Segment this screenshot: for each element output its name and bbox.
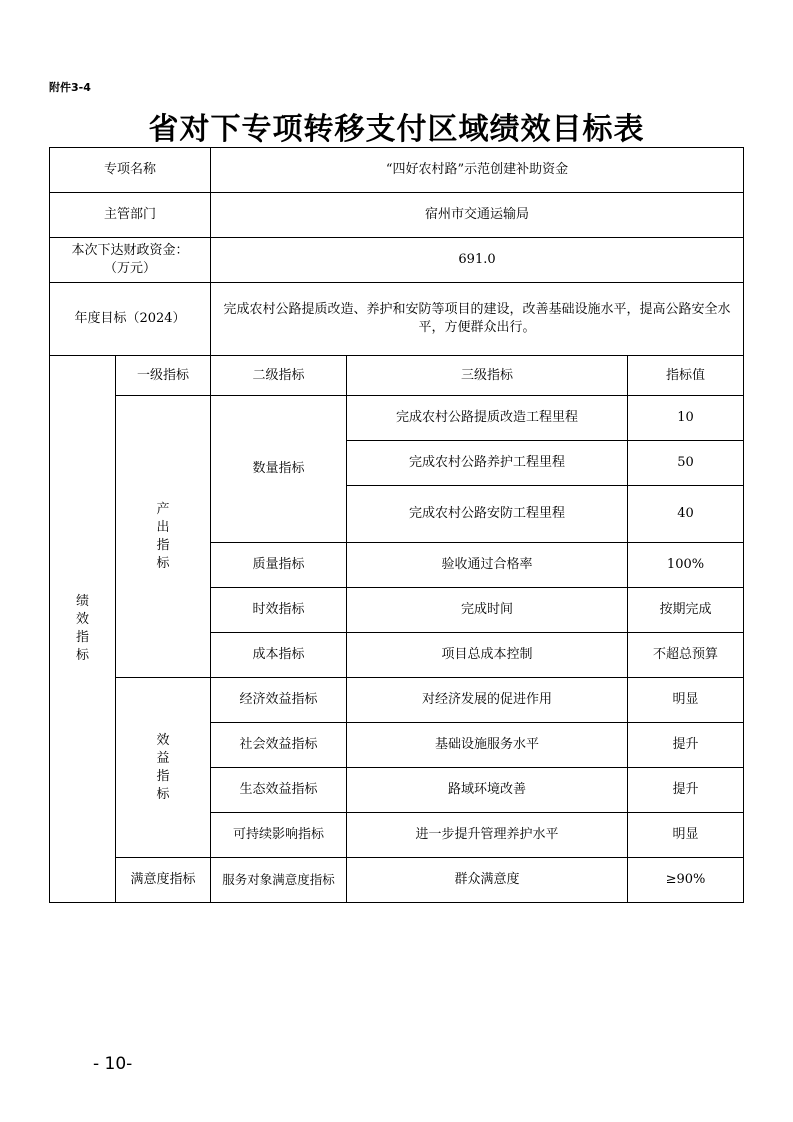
- col-header-level1: 一级指标: [116, 356, 211, 396]
- level2-indicator: 生态效益指标: [211, 768, 347, 813]
- indicator-value: 按期完成: [628, 588, 744, 633]
- performance-target-table: [49, 147, 744, 903]
- department-label: 主管部门: [50, 193, 211, 238]
- output-indicators-label: [116, 396, 211, 678]
- row-department: [50, 193, 744, 238]
- indicator-value: 提升: [628, 723, 744, 768]
- table-row: [50, 396, 744, 441]
- level3-indicator: 群众满意度: [347, 858, 628, 903]
- level2-indicator: 经济效益指标: [211, 678, 347, 723]
- col-header-value: 指标值: [628, 356, 744, 396]
- level3-indicator: 完成农村公路安防工程里程: [347, 486, 628, 543]
- vertical-char: 标: [156, 555, 170, 571]
- satisfaction-level2-label: 服务对象满意度指标: [211, 858, 347, 903]
- annual-goal-value: 完成农村公路提质改造、养护和安防等项目的建设，改善基础设施水平，提高公路安全水平，方便群众出行。: [211, 283, 744, 356]
- row-funds: [50, 238, 744, 283]
- funds-label-line2: （万元）: [104, 261, 157, 276]
- vertical-char: 绩: [75, 594, 89, 609]
- funds-value: 691.0: [211, 238, 744, 283]
- vertical-char: 出: [156, 519, 170, 535]
- indicator-value: 不超总预算: [628, 633, 744, 678]
- row-project-name: [50, 148, 744, 193]
- vertical-char: 产: [156, 501, 170, 517]
- annex-label: 附件3-4: [49, 81, 91, 94]
- level3-indicator: 完成农村公路提质改造工程里程: [347, 396, 628, 441]
- level2-indicator: 社会效益指标: [211, 723, 347, 768]
- indicator-value: 50: [628, 441, 744, 486]
- level3-indicator: 进一步提升管理养护水平: [347, 813, 628, 858]
- project-name-value: “四好农村路”示范创建补助资金: [211, 148, 744, 193]
- vertical-char: 标: [75, 648, 89, 663]
- row-annual-goal: [50, 283, 744, 356]
- performance-indicators-label: [50, 356, 116, 903]
- level3-indicator: 完成农村公路养护工程里程: [347, 441, 628, 486]
- vertical-char: 指: [156, 768, 170, 784]
- page-title: 省对下专项转移支付区域绩效目标表: [148, 112, 645, 147]
- indicator-value: 10: [628, 396, 744, 441]
- indicator-value: 提升: [628, 768, 744, 813]
- indicator-value: ≥90%: [628, 858, 744, 903]
- quality-indicator-label: 质量指标: [211, 543, 347, 588]
- benefit-indicators-label: [116, 678, 211, 858]
- col-header-level3: 三级指标: [347, 356, 628, 396]
- page-number: - 10-: [93, 1054, 133, 1074]
- table-row: [50, 678, 744, 723]
- indicator-value: 40: [628, 486, 744, 543]
- level3-indicator: 对经济发展的促进作用: [347, 678, 628, 723]
- level3-indicator: 基础设施服务水平: [347, 723, 628, 768]
- vertical-char: 益: [156, 750, 170, 766]
- satisfaction-level1-label: 满意度指标: [116, 858, 211, 903]
- vertical-char: 标: [156, 786, 170, 802]
- annual-goal-label: 年度目标（2024）: [50, 283, 211, 356]
- col-header-level2: 二级指标: [211, 356, 347, 396]
- funds-label: [50, 238, 211, 283]
- vertical-char: 指: [156, 537, 170, 553]
- timeliness-indicator-label: 时效指标: [211, 588, 347, 633]
- project-name-label: 专项名称: [50, 148, 211, 193]
- cost-indicator-label: 成本指标: [211, 633, 347, 678]
- table-row: [50, 858, 744, 903]
- indicator-value: 100%: [628, 543, 744, 588]
- level3-indicator: 路域环境改善: [347, 768, 628, 813]
- vertical-char: 指: [75, 630, 89, 645]
- indicator-value: 明显: [628, 813, 744, 858]
- level3-indicator: 完成时间: [347, 588, 628, 633]
- level3-indicator: 验收通过合格率: [347, 543, 628, 588]
- vertical-char: 效: [75, 612, 89, 627]
- row-column-headers: [50, 356, 744, 396]
- level3-indicator: 项目总成本控制: [347, 633, 628, 678]
- department-value: 宿州市交通运输局: [211, 193, 744, 238]
- quantity-indicator-label: 数量指标: [211, 396, 347, 543]
- level2-indicator: 可持续影响指标: [211, 813, 347, 858]
- indicator-value: 明显: [628, 678, 744, 723]
- funds-label-line1: 本次下达财政资金：: [71, 243, 189, 258]
- vertical-char: 效: [156, 732, 170, 748]
